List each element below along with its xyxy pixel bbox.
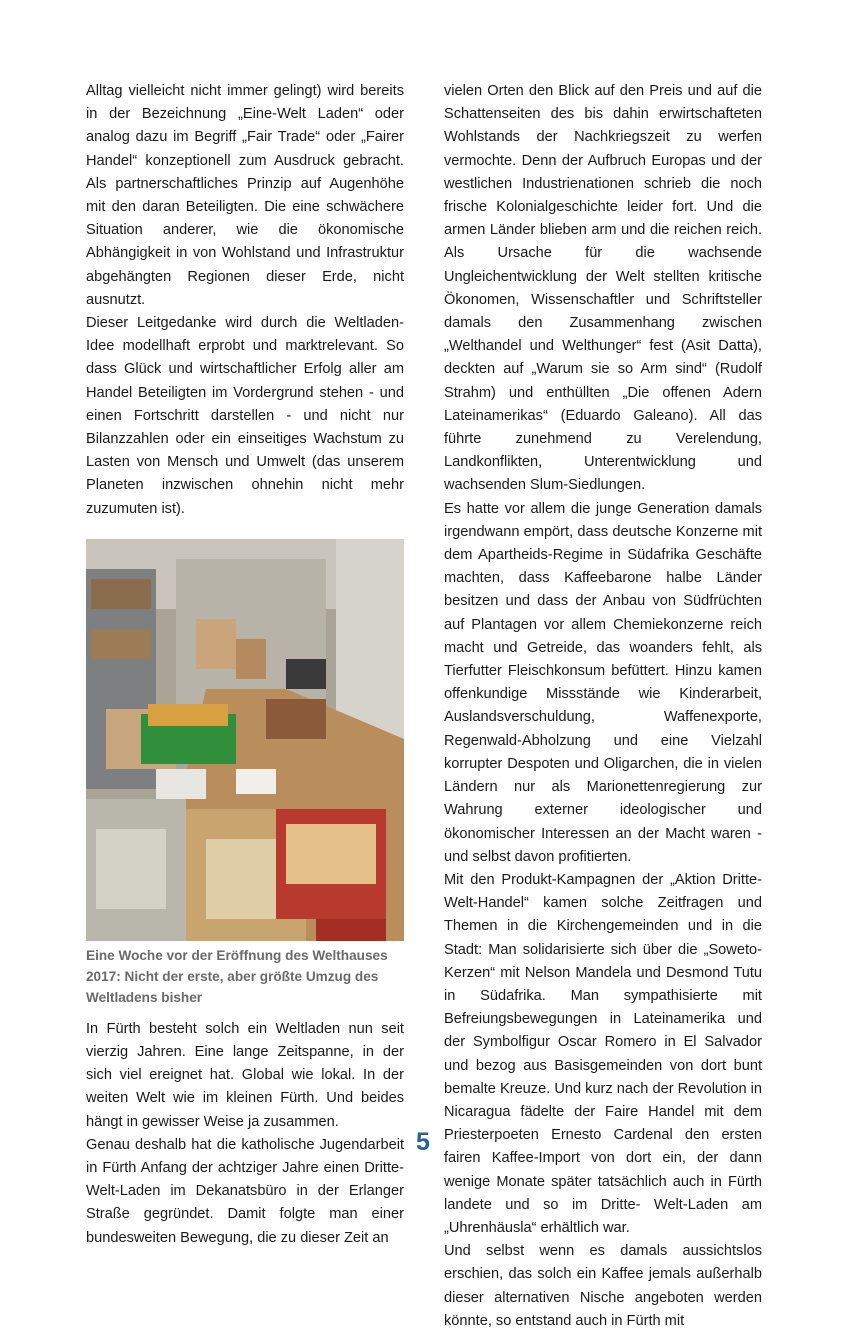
photo-shop-moving bbox=[86, 539, 404, 941]
paragraph: Und selbst wenn es damals aussichtslos erschien, das solch ein Kaffee jemals außerhalb dieser alternativen Nische angeboten werden könnte, so entstand auch in Fürth mit bbox=[444, 1243, 762, 1329]
paragraph: Genau deshalb hat die katholische Jugendarbeit in Fürth Anfang der achtziger Jahre einen Dritte-Welt-Laden im Dekanatsbüro in der Erlanger Straße gegründet. Damit folgte man einer bundesweiten Bewegung, die zu dieser Zeit an bbox=[86, 1136, 404, 1246]
photo-illustration bbox=[86, 539, 404, 941]
left-column bbox=[86, 80, 404, 1250]
page-number: 5 bbox=[416, 1128, 430, 1156]
paragraph: vielen Orten den Blick auf den Preis und auf die Schattenseiten des bis dahin erwirtschafteten Wohlstands der Nachkriegszeit zu werfen vermochte. Denn der Aufbruch Europas und der westlichen Industrienationen schrieb die noch frische Kolonialgeschichte leider fort. Und die armen Länder blieben arm und die reichen reich. Als Ursache für die wachsende Ungleichentwicklung der Welt stellten kritische Ökonomen, Wissenschaftler und Schriftsteller damals den Zusammenhang zwischen „Welthandel und Welthunger“ fest (Asit Datta), deckten auf „Warum sie so Arm sind“ (Rudolf Strahm) und enthüllten „Die offenen Adern Lateinamerikas“ (Eduardo Galeano). All das führte zunehmend zu Verelendung, Landkonflikten, Unterentwicklung und wachsenden Slum-Siedlungen. bbox=[444, 83, 762, 494]
paragraph: In Fürth besteht solch ein Weltladen nun seit vierzig Jahren. Eine lange Zeitspanne, in der sich viel ereignet hat. Global wie lokal. In der weiten Welt wie im kleinen Fürth. Und beides hängt in gewisser Weise ja zusammen. bbox=[86, 1020, 404, 1130]
paragraph: Es hatte vor allem die junge Generation damals irgendwann empört, dass deutsche Konzerne mit dem Apartheids-Regime in Südafrika Geschäfte machten, dass Kaffeebarone halbe Länder besitzen und dass der Anbau von Südfrüchten auf Plantagen vor allem Chemiekonzerne reich macht und Getreide, das woanders fehlt, als Tierfutter Fleischkonsum befüttert. Hinzu kamen offenkundige Missstände wie Kinderarbeit, Auslandsverschuldung, Waffenexporte, Regenwald-Abholzung und eine Vielzahl korrupter Despoten und Oligarchen, die in vielen Ländern nur als Marionettenregierung zur Wahrung externer ideologischer und ökonomischer Interessen an der Macht waren - und selbst davon profitierten. bbox=[444, 500, 762, 865]
paragraph: Alltag vielleicht nicht immer gelingt) wird bereits in der Bezeichnung „Eine-Welt Laden“ oder analog dazu im Begriff „Fair Trade“ oder „Fairer Handel“ konzeptionell zum Ausdruck gebracht. Als partnerschaftliches Prinzip auf Augenhöhe mit den daran Beteiligten. Die eine schwächere Situation anderer, wie die ökonomische Abhängigkeit in von Wohlstand und Infrastruktur abgehängten Regionen dieser Erde, nicht ausnutzt. bbox=[86, 83, 404, 308]
paragraph: Mit den Produkt-Kampagnen der „Aktion Dritte-Welt-Handel“ kamen solche Zeitfragen und Themen in die Kirchengemeinden und in die Stadt: Man solidarisierte sich über die „Soweto-Kerzen“ mit Nelson Mandela und Desmond Tutu in Südafrika. Man sympathisierte mit Befreiungsbewegungen in Lateinamerika und der Symbolfigur Oscar Romero in El Salvador und bezog aus Basisgemeinden von dort bunt bemalte Kreuze. Und kurz nach der Revolution in Nicaragua fädelte der Faire Handel mit dem Priesterpoeten Ernesto Cardenal den ersten fairen Kaffee-Import von dort ein, der dann wenige Monate später tatsächlich auch in Fürth landete und so im Dritte- Welt-Laden am „Uhrenhäusla“ erhältlich war. bbox=[444, 871, 762, 1236]
photo-caption: Eine Woche vor der Eröffnung des Welthauses 2017: Nicht der erste, aber größte Umzug des Weltladens bisher bbox=[86, 947, 388, 1005]
paragraph: Dieser Leitgedanke wird durch die Weltladen-Idee modellhaft erprobt und marktrelevant. So dass Glück und wirtschaftlicher Erfolg aller am Handel Beteiligten im Vordergrund stehen - und einen Fortschritt darstellen - und nicht nur Bilanzzahlen oder ein einseitiges Wachstum zu Lasten von Mensch und Umwelt (das unserem Planeten inzwischen ohnehin nicht mehr zuzumuten ist). bbox=[86, 315, 404, 517]
